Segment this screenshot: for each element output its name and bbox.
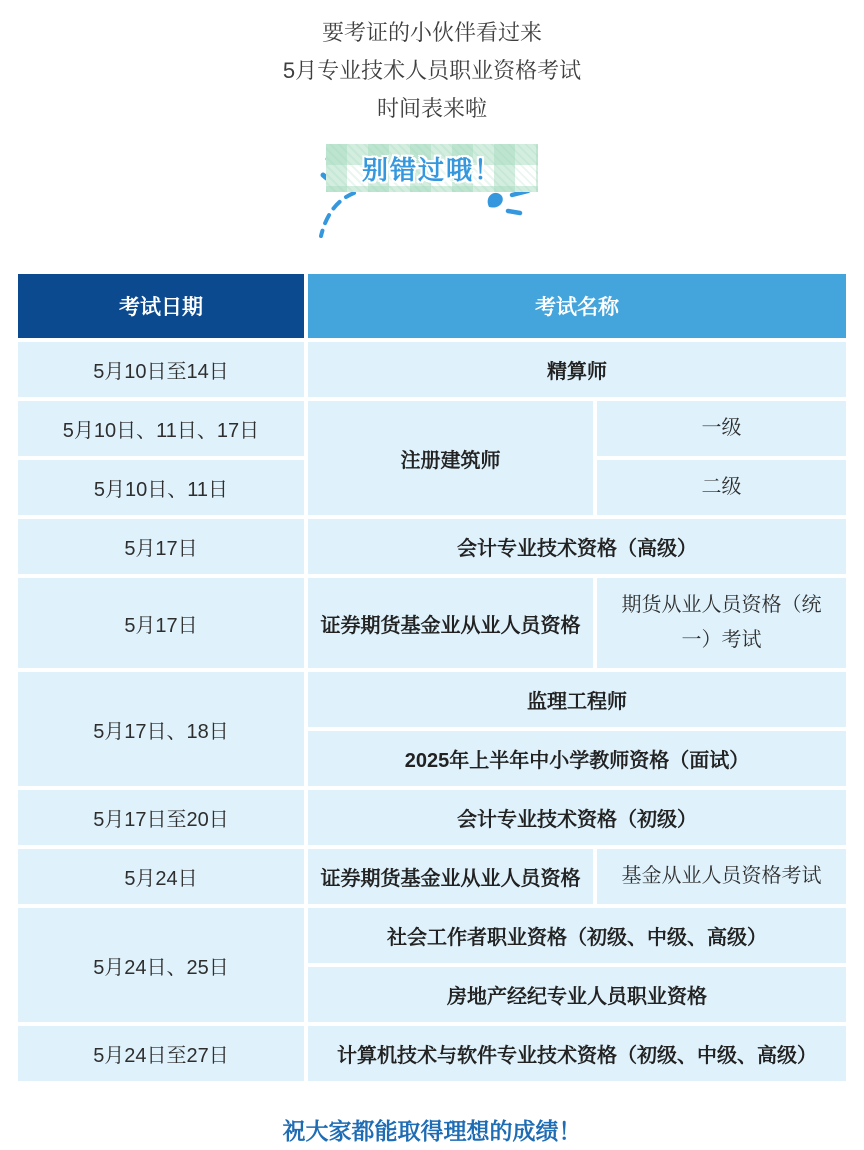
table-cell-name: 注册建筑师 <box>308 401 593 515</box>
table-cell-date: 5月17日、18日 <box>18 672 304 786</box>
table-cell-name: 会计专业技术资格（高级） <box>308 519 846 574</box>
table-cell-name: 证券期货基金业从业人员资格 <box>308 578 593 668</box>
table-cell-date: 5月10日、11日、17日 <box>18 401 304 456</box>
table-cell-name: 社会工作者职业资格（初级、中级、高级） <box>308 908 846 963</box>
table-cell-date: 5月10日、11日 <box>18 460 304 515</box>
table-cell-date: 5月17日至20日 <box>18 790 304 845</box>
exam-schedule-table <box>18 274 846 1081</box>
table-cell-name: 计算机技术与软件专业技术资格（初级、中级、高级） <box>308 1026 846 1081</box>
closing-blessing: 祝大家都能取得理想的成绩！ <box>282 1118 582 1144</box>
table-cell-sub: 二级 <box>597 460 846 515</box>
column-header-exam-date: 考试日期 <box>18 274 304 338</box>
table-cell-name: 会计专业技术资格（初级） <box>308 790 846 845</box>
badge-section <box>0 144 864 246</box>
table-cell-name: 精算师 <box>308 342 846 397</box>
table-cell-name: 房地产经纪专业人员职业资格 <box>308 967 846 1022</box>
table-cell-name: 监理工程师 <box>308 672 846 727</box>
table-cell-sub: 基金从业人员资格考试 <box>597 849 846 904</box>
intro-line-3: 时间表来啦 <box>376 96 487 121</box>
table-cell-name: 证券期货基金业从业人员资格 <box>308 849 593 904</box>
table-cell-date: 5月24日 <box>18 849 304 904</box>
intro-block <box>0 0 864 128</box>
intro-line-2: 5月专业技术人员职业资格考试 <box>282 58 582 83</box>
table-cell-sub: 期货从业人员资格（统一）考试 <box>597 578 846 668</box>
column-header-exam-name: 考试名称 <box>308 274 846 338</box>
badge-banner <box>326 144 538 192</box>
table-cell-date: 5月17日 <box>18 578 304 668</box>
table-cell-date: 5月10日至14日 <box>18 342 304 397</box>
table-cell-sub: 一级 <box>597 401 846 456</box>
table-cell-date: 5月24日、25日 <box>18 908 304 1022</box>
table-cell-name: 2025年上半年中小学教师资格（面试） <box>308 731 846 786</box>
intro-line-1: 要考证的小伙伴看过来 <box>321 20 542 45</box>
badge-label: 别错过哦！ <box>361 154 502 185</box>
table-cell-date: 5月24日至27日 <box>18 1026 304 1081</box>
table-cell-date: 5月17日 <box>18 519 304 574</box>
